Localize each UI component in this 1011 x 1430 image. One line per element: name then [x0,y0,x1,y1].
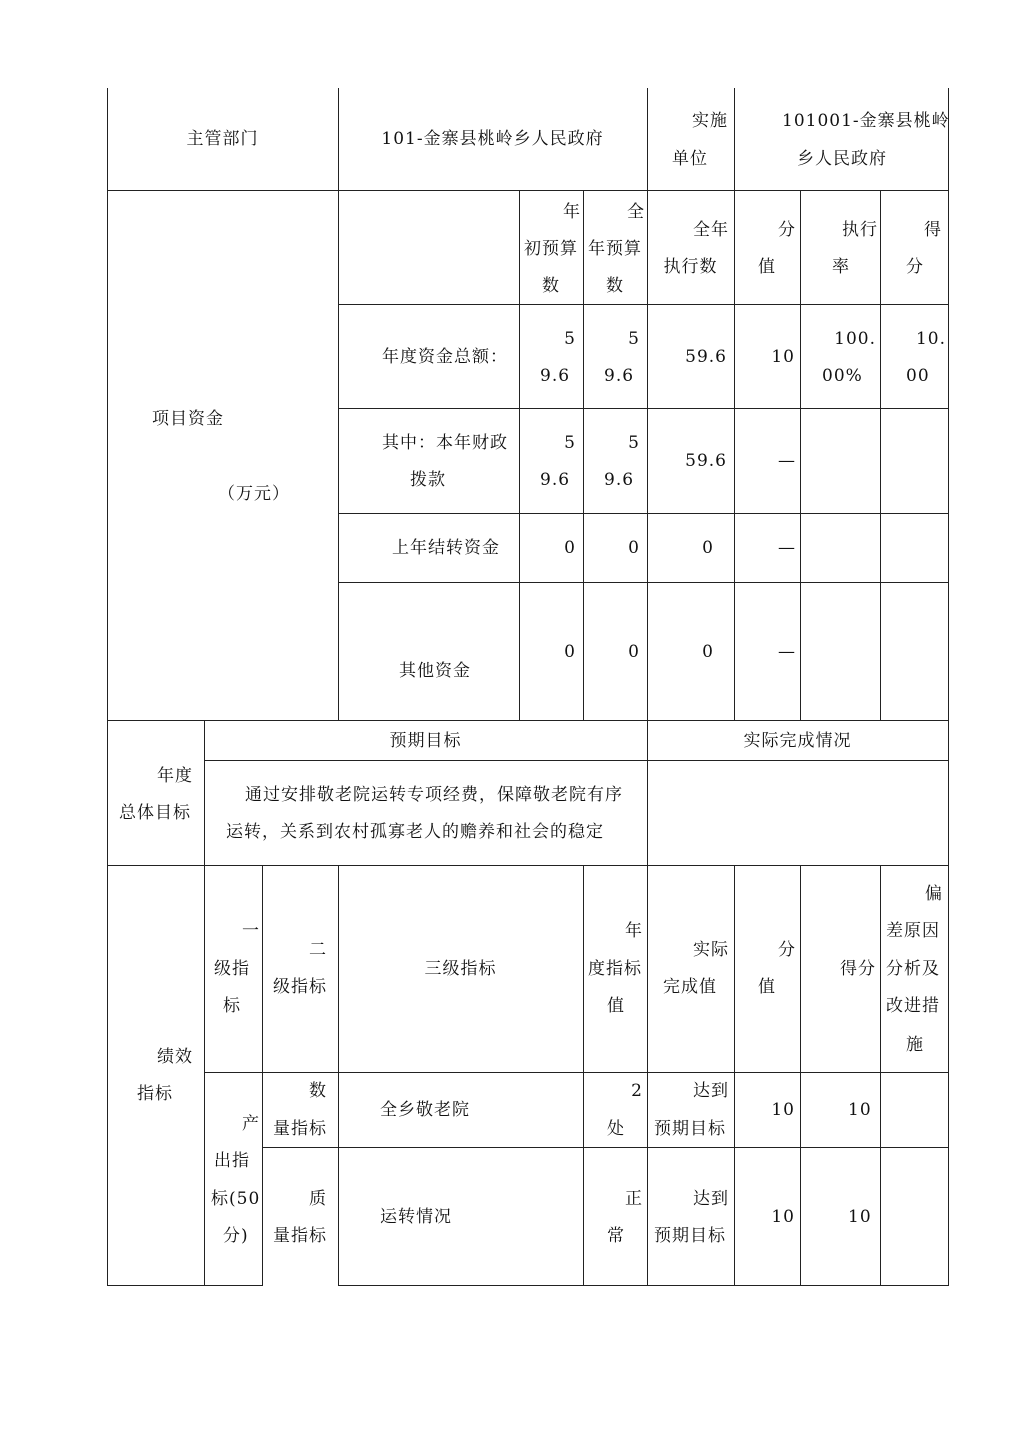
col-divider [948,88,949,1286]
col-full-budget-1: 全 [627,202,645,222]
impl-label-1: 实施 [692,111,728,131]
fund-row-executed: 59.6 [685,347,727,367]
hdr-score: 得分 [840,959,876,979]
hdr-level1: 一 [242,921,260,941]
indicator-level2: 数 [309,1081,327,1101]
col-score-1: 得 [924,220,942,240]
fund-row-value: — [778,642,796,662]
col-exec-rate-1: 执行 [842,220,878,240]
indicator-level3: 运转情况 [380,1207,452,1227]
impl-value-2: 乡人民政府 [797,149,887,169]
fund-row-full: 5 [628,433,640,453]
indicator-level2: 量指标 [273,1226,327,1246]
col-divider [880,190,881,720]
hdr-level2: 二 [309,940,327,960]
indicator-actual: 预期目标 [654,1119,726,1139]
fund-row-full: 0 [628,538,640,558]
hdr-deviation: 偏 [925,884,943,904]
col-exec-rate-2: 率 [832,257,850,277]
row-divider [338,1285,949,1286]
indicator-level2: 量指标 [273,1119,327,1139]
col-full-budget-3: 数 [606,276,624,296]
col-executed-2: 执行数 [663,257,718,277]
col-initial-budget-3: 数 [542,276,560,296]
fund-row-initial: 9.6 [540,366,571,386]
fund-row-executed: 0 [702,538,714,558]
fund-row-full: 5 [628,329,640,349]
indicator-score: 10 [848,1207,872,1227]
indicator-target: 常 [607,1226,625,1246]
fund-row-rate: 100. [834,329,876,349]
fund-row-name: 拨款 [410,470,446,490]
indicator-level2: 质 [309,1189,327,1209]
row-divider [107,865,949,866]
fund-row-initial: 0 [564,538,576,558]
hdr-level2: 级指标 [273,977,327,997]
indicator-value: 10 [771,1100,795,1120]
col-divider [338,88,339,720]
fund-row-executed: 0 [702,642,714,662]
row-divider [204,760,949,761]
level1-output: 产 [242,1114,260,1134]
fund-row-value: — [778,538,796,558]
indicators-label-1: 绩效 [157,1047,193,1067]
hdr-deviation: 分析及 [886,959,940,979]
col-divider [107,88,108,1286]
funds-section-label: 项目资金 [152,409,224,429]
level1-output: 标(50 [211,1189,261,1209]
indicators-label-2: 指标 [137,1084,173,1104]
fund-row-initial: 5 [564,433,576,453]
fund-row-score: 00 [906,366,930,386]
indicator-actual: 达到 [693,1189,729,1209]
col-initial-budget-2: 初预算 [524,239,578,259]
row-divider [107,720,949,721]
row-divider [338,513,949,514]
hdr-actual: 完成值 [663,977,717,997]
row-divider [338,408,949,409]
hdr-value: 分 [778,940,796,960]
fund-row-initial: 0 [564,642,576,662]
fund-row-full: 9.6 [604,366,635,386]
hdr-actual: 实际 [693,940,729,960]
impl-label-2: 单位 [672,149,708,169]
funds-unit-label: （万元） [218,484,290,504]
fund-row-name: 其中：本年财政 [382,433,508,453]
col-divider [800,865,801,1286]
col-divider [734,88,735,720]
level1-output: 出指 [214,1151,250,1171]
fund-row-rate: 00% [822,366,863,386]
indicator-target: 2 [631,1081,643,1101]
hdr-level3: 三级指标 [424,959,497,979]
expected-goal-text: 运转，关系到农村孤寡老人的赡养和社会的稳定 [226,822,604,842]
indicator-actual: 达到 [693,1081,729,1101]
row-divider [262,1147,949,1148]
fund-row-score: 10. [915,329,946,349]
fund-row-name: 年度资金总额： [382,347,508,367]
row-divider [338,582,949,583]
col-score-2: 分 [906,257,924,277]
col-divider [338,865,339,1286]
col-initial-budget-1: 年 [563,202,581,222]
hdr-target: 值 [607,996,625,1016]
goals-label-1: 年度 [157,766,193,786]
dept-value: 101-金寨县桃岭乡人民政府 [381,129,604,149]
col-full-budget-2: 年预算 [588,239,642,259]
fund-row-initial: 9.6 [540,470,571,490]
row-divider [107,190,949,191]
actual-result-header: 实际完成情况 [743,731,852,751]
fund-row-full: 9.6 [604,470,635,490]
fund-row-name: 上年结转资金 [392,538,500,558]
indicator-value: 10 [771,1207,795,1227]
hdr-deviation: 改进措 [886,996,940,1016]
col-executed-1: 全年 [693,220,729,240]
hdr-deviation: 差原因 [886,921,940,941]
impl-value-1: 101001-金寨县桃岭 [782,111,950,131]
col-divider [204,720,205,1286]
goals-label-2: 总体目标 [119,803,191,823]
hdr-level1: 级指 [214,959,250,979]
col-score-value-1: 分 [778,220,796,240]
indicator-score: 10 [848,1100,872,1120]
hdr-deviation: 施 [906,1035,924,1055]
col-divider [880,865,881,1286]
fund-row-full: 0 [628,642,640,662]
indicator-level3: 全乡敬老院 [380,1100,470,1120]
level1-output: 分) [223,1226,249,1246]
indicator-actual: 预期目标 [654,1226,726,1246]
fund-row-executed: 59.6 [685,451,727,471]
col-divider [800,190,801,720]
fund-row-value: — [778,451,796,471]
hdr-value: 值 [758,977,776,997]
indicator-target: 正 [625,1189,643,1209]
indicator-target: 处 [607,1119,625,1139]
fund-row-name: 其他资金 [399,661,471,681]
hdr-target: 年 [625,921,643,941]
expected-goal-header: 预期目标 [389,731,462,751]
hdr-level1: 标 [223,996,241,1016]
col-score-value-2: 值 [758,257,776,277]
fund-row-value: 10 [771,347,795,367]
row-divider [107,1285,263,1286]
col-divider [647,88,648,720]
hdr-target: 度指标 [588,959,642,979]
fund-row-initial: 5 [564,329,576,349]
dept-label: 主管部门 [186,129,259,149]
expected-goal-text: 通过安排敬老院运转专项经费，保障敬老院有序 [245,785,623,805]
